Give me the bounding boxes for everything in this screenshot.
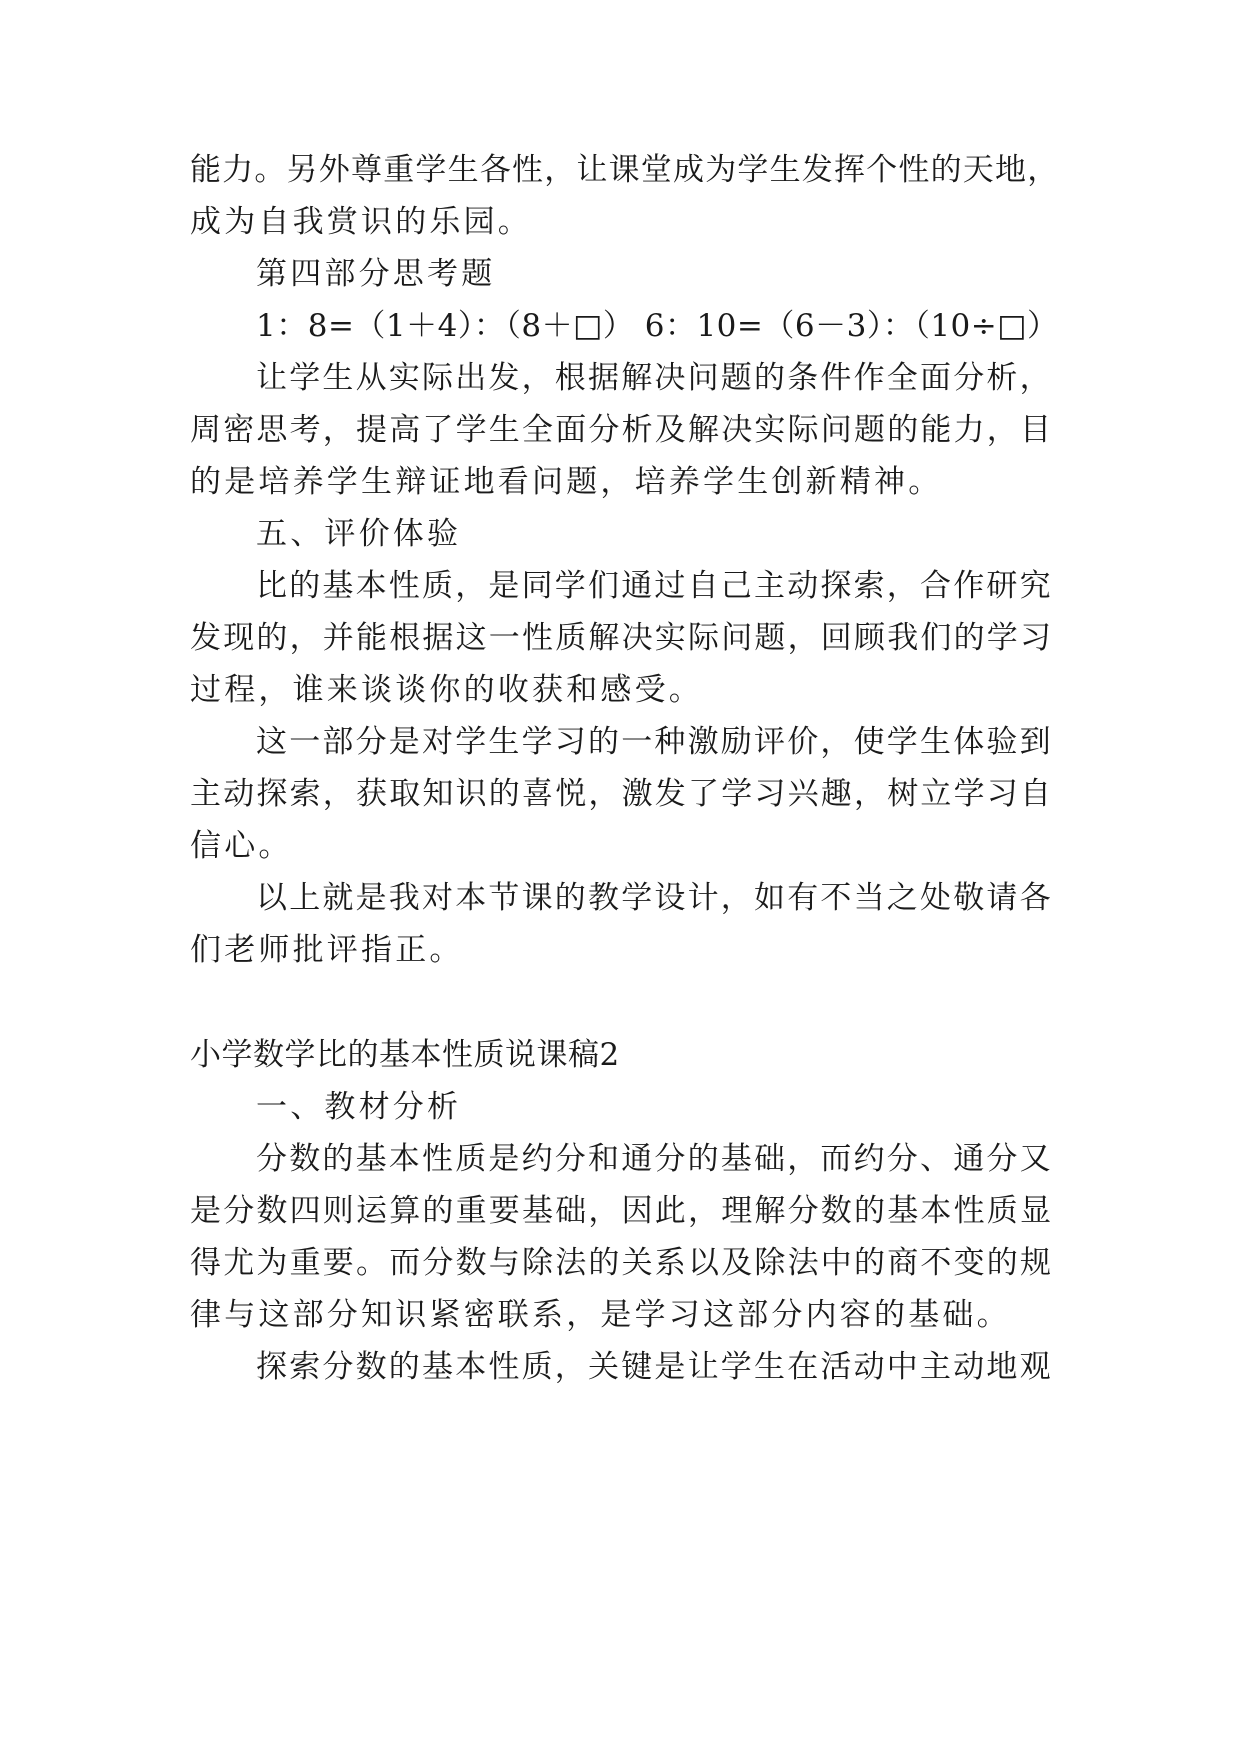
paragraph-line: 周密思考，提高了学生全面分析及解决实际问题的能力，目 (190, 412, 1054, 448)
section-heading: 第四部分思考题 (256, 256, 496, 292)
section-heading: 一、教材分析 (256, 1089, 462, 1125)
paragraph-line: 过程，谁来谈谈你的收获和感受。 (190, 672, 703, 708)
paragraph-line: 分数的基本性质是约分和通分的基础，而约分、通分又 (256, 1141, 1053, 1177)
paragraph-line: 能力。另外尊重学生各性，让课堂成为学生发挥个性的天地， (190, 152, 1060, 188)
paragraph-line: 的是培养学生辩证地看问题，培养学生创新精神。 (190, 464, 943, 500)
paragraph-line: 发现的，并能根据这一性质解决实际问题，回顾我们的学习 (190, 620, 1054, 656)
equation-line: 1：8=（1＋4）：（8＋□） 6：10=（6－3）：（10÷□） (256, 308, 1059, 344)
paragraph-line: 信心。 (190, 828, 293, 864)
paragraph-line: 们老师批评指正。 (190, 932, 464, 968)
paragraph-line: 律与这部分知识紧密联系，是学习这部分内容的基础。 (190, 1297, 1011, 1333)
paragraph-line: 这一部分是对学生学习的一种激励评价，使学生体验到 (256, 724, 1053, 760)
paragraph-line: 主动探索，获取知识的喜悦，激发了学习兴趣，树立学习自 (190, 776, 1054, 812)
paragraph-line: 成为自我赏识的乐园。 (190, 204, 532, 240)
paragraph-line: 比的基本性质，是同学们通过自己主动探索，合作研究 (256, 568, 1053, 604)
paragraph-line: 以上就是我对本节课的教学设计，如有不当之处敬请各 (256, 880, 1053, 916)
paragraph-line: 得尤为重要。而分数与除法的关系以及除法中的商不变的规 (190, 1245, 1054, 1281)
section-heading: 五、评价体验 (256, 516, 462, 552)
paragraph-line: 让学生从实际出发，根据解决问题的条件作全面分析， (256, 360, 1053, 396)
paragraph-line: 探索分数的基本性质，关键是让学生在活动中主动地观 (256, 1349, 1053, 1385)
document-title: 小学数学比的基本性质说课稿2 (190, 1037, 620, 1073)
paragraph-line: 是分数四则运算的重要基础，因此，理解分数的基本性质显 (190, 1193, 1054, 1229)
